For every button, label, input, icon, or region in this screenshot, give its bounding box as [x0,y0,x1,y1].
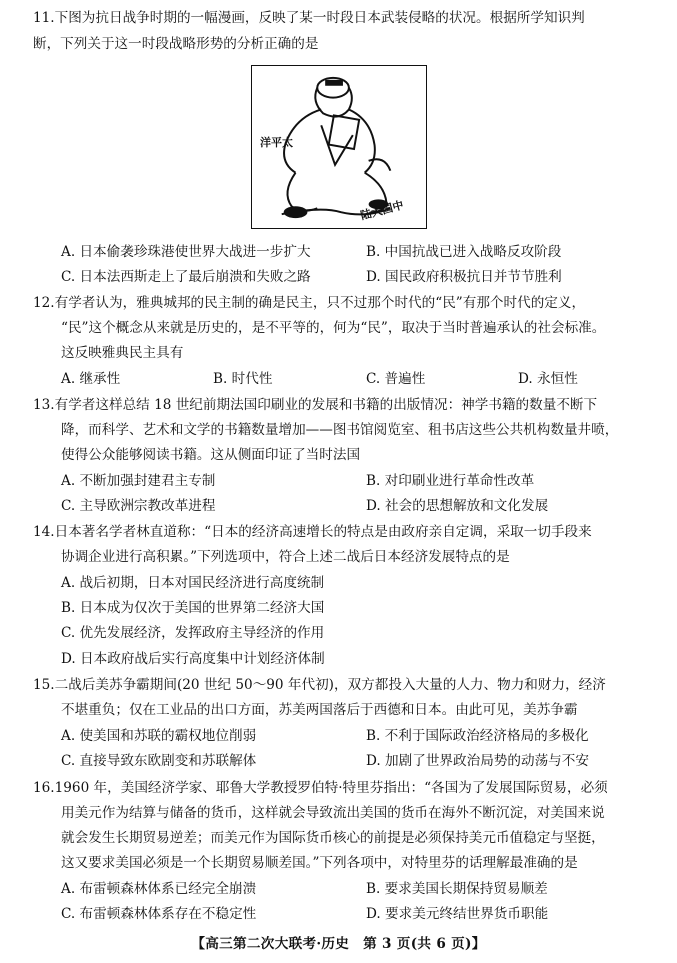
q15-option-c[interactable]: C. 直接导致东欧剧变和苏联解体 [61,753,257,769]
q13-option-b[interactable]: B. 对印刷业进行革命性改革 [366,473,535,489]
q15-stem-line2: 不堪重负；仅在工业品的出口方面，苏美两国落后于西德和日本。由此可见，美苏争霸 [61,702,578,718]
q11-cartoon-image [251,65,427,229]
q16-stem-line3: 就会发生长期贸易逆差；而美元作为国际货币核心的前提是必须保持美元币值稳定与坚挺， [61,830,605,846]
q13-stem-line1: 13.有学者这样总结 18 世纪前期法国印刷业的发展和书籍的出版情况：神学书籍的数量不断下 [33,397,598,413]
q15-stem-line1: 15.二战后美苏争霸期间(20 世纪 50～90 年代初)，双方都投入大量的人力、物力和财力，经济 [33,677,606,693]
q13-option-c[interactable]: C. 主导欧洲宗教改革进程 [61,498,216,514]
cartoon-label-right: 陆大国中 [359,198,406,223]
q14-stem-line1: 14.日本著名学者林直道称：“日本的经济高速增长的特点是由政府亲自定调，采取一切手段来 [33,524,592,540]
q16-stem-line2: 用美元作为结算与储备的货币，这样就会导致流出美国的货币在海外不断沉淀，对美国来说 [61,805,605,821]
q11-stem-line2: 断，下列关于这一时段战略形势的分析正确的是 [33,36,319,52]
q14-stem-line2: 协调企业进行高积累。”下列选项中，符合上述二战后日本经济发展特点的是 [61,549,510,565]
q13-option-a[interactable]: A. 不断加强封建君主专制 [61,473,216,489]
q14-option-c[interactable]: C. 优先发展经济，发挥政府主导经济的作用 [61,625,325,641]
q11-option-b[interactable]: B. 中国抗战已进入战略反攻阶段 [366,244,562,260]
q12-stem-line2: “民”这个概念从来就是历史的，是不平等的，何为“民”，取决于当时普遍承认的社会标准。 [61,320,606,336]
q11-option-a[interactable]: A. 日本偷袭珍珠港使世界大战进一步扩大 [61,244,311,260]
q16-stem-line4: 这又要求美国必须是一个长期贸易顺差国。”下列各项中，对特里芬的话理解最准确的是 [61,855,578,871]
q11-stem-line1: 11.下图为抗日战争时期的一幅漫画，反映了某一时段日本武装侵略的状况。根据所学知识判 [33,10,585,26]
q12-option-c[interactable]: C. 普遍性 [366,371,426,387]
q11-option-d[interactable]: D. 国民政府积极抗日并节节胜利 [366,269,562,285]
q14-option-b[interactable]: B. 日本成为仅次于美国的世界第二经济大国 [61,600,325,616]
q16-option-a[interactable]: A. 布雷顿森林体系已经完全崩溃 [61,881,257,897]
q13-option-d[interactable]: D. 社会的思想解放和文化发展 [366,498,549,514]
q13-stem-line3: 使得公众能够阅读书籍。这从侧面印证了当时法国 [61,447,361,463]
q15-option-b[interactable]: B. 不利于国际政治经济格局的多极化 [366,728,589,744]
q14-option-a[interactable]: A. 战后初期，日本对国民经济进行高度统制 [61,575,325,591]
q16-option-d[interactable]: D. 要求美元终结世界货币职能 [366,906,549,922]
q12-stem-line3: 这反映雅典民主具有 [61,345,184,361]
q12-stem-line1: 12.有学者认为，雅典城邦的民主制的确是民主，只不过那个时代的“民”有那个时代的定义， [33,295,586,311]
q11-option-c[interactable]: C. 日本法西斯走上了最后崩溃和失败之路 [61,269,311,285]
cartoon-label-left: 洋平太 [260,136,293,149]
page-footer: 【高三第二次大联考·历史 第 3 页(共 6 页)】 [191,936,486,952]
q12-option-d[interactable]: D. 永恒性 [518,371,578,387]
q15-option-d[interactable]: D. 加剧了世界政治局势的动荡与不安 [366,753,589,769]
q12-option-a[interactable]: A. 继承性 [61,371,121,387]
q15-option-a[interactable]: A. 使美国和苏联的霸权地位削弱 [61,728,257,744]
q12-option-b[interactable]: B. 时代性 [213,371,273,387]
q13-stem-line2: 降，而科学、艺术和文学的书籍数量增加——图书馆阅览室、租书店这些公共机构数量井喷， [61,422,619,438]
q16-option-c[interactable]: C. 布雷顿森林体系存在不稳定性 [61,906,257,922]
q16-stem-line1: 16.1960 年，美国经济学家、耶鲁大学教授罗伯特·特里芬指出：“各国为了发展国际贸易，必须 [33,780,608,796]
q16-option-b[interactable]: B. 要求美国长期保持贸易顺差 [366,881,548,897]
q14-option-d[interactable]: D. 日本政府战后实行高度集中计划经济体制 [61,651,325,667]
